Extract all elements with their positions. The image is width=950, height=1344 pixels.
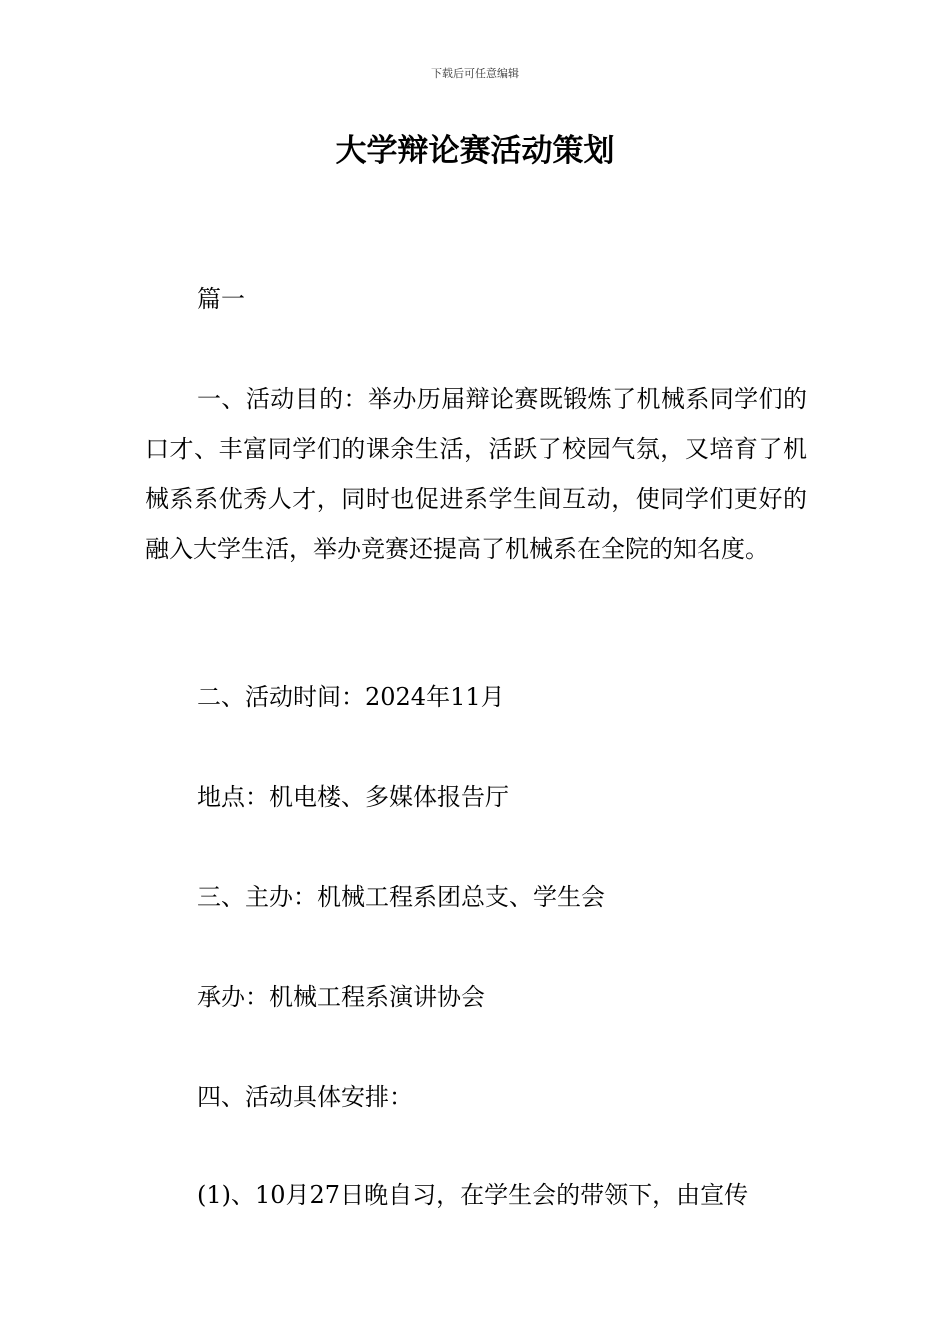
paragraph-organizer: 承办：机械工程系演讲协会 — [197, 983, 485, 1011]
section-heading: 篇一 — [197, 285, 245, 313]
header-note: 下载后可任意编辑 — [431, 67, 519, 80]
paragraph-host: 三、主办：机械工程系团总支、学生会 — [197, 883, 605, 911]
page-title: 大学辩论赛活动策划 — [335, 133, 615, 169]
paragraph-arrangement: 四、活动具体安排： — [197, 1083, 413, 1111]
paragraph-time: 二、活动时间：2024年11月 — [197, 683, 505, 711]
paragraph-place: 地点：机电楼、多媒体报告厅 — [197, 783, 509, 811]
paragraph-step-1: (1)、10月27日晚自习，在学生会的带领下，由宣传 — [197, 1181, 749, 1209]
paragraph-purpose: 一、活动目的：举办历届辩论赛既锻炼了机械系同学们的口才、丰富同学们的课余生活，活跃了校园气氛，又培育了机械系系优秀人才，同时也促进系学生间互动，使同学们更好的融入大学生活，举办竞赛还提高了机械系在全院的知名度。 — [145, 385, 807, 563]
